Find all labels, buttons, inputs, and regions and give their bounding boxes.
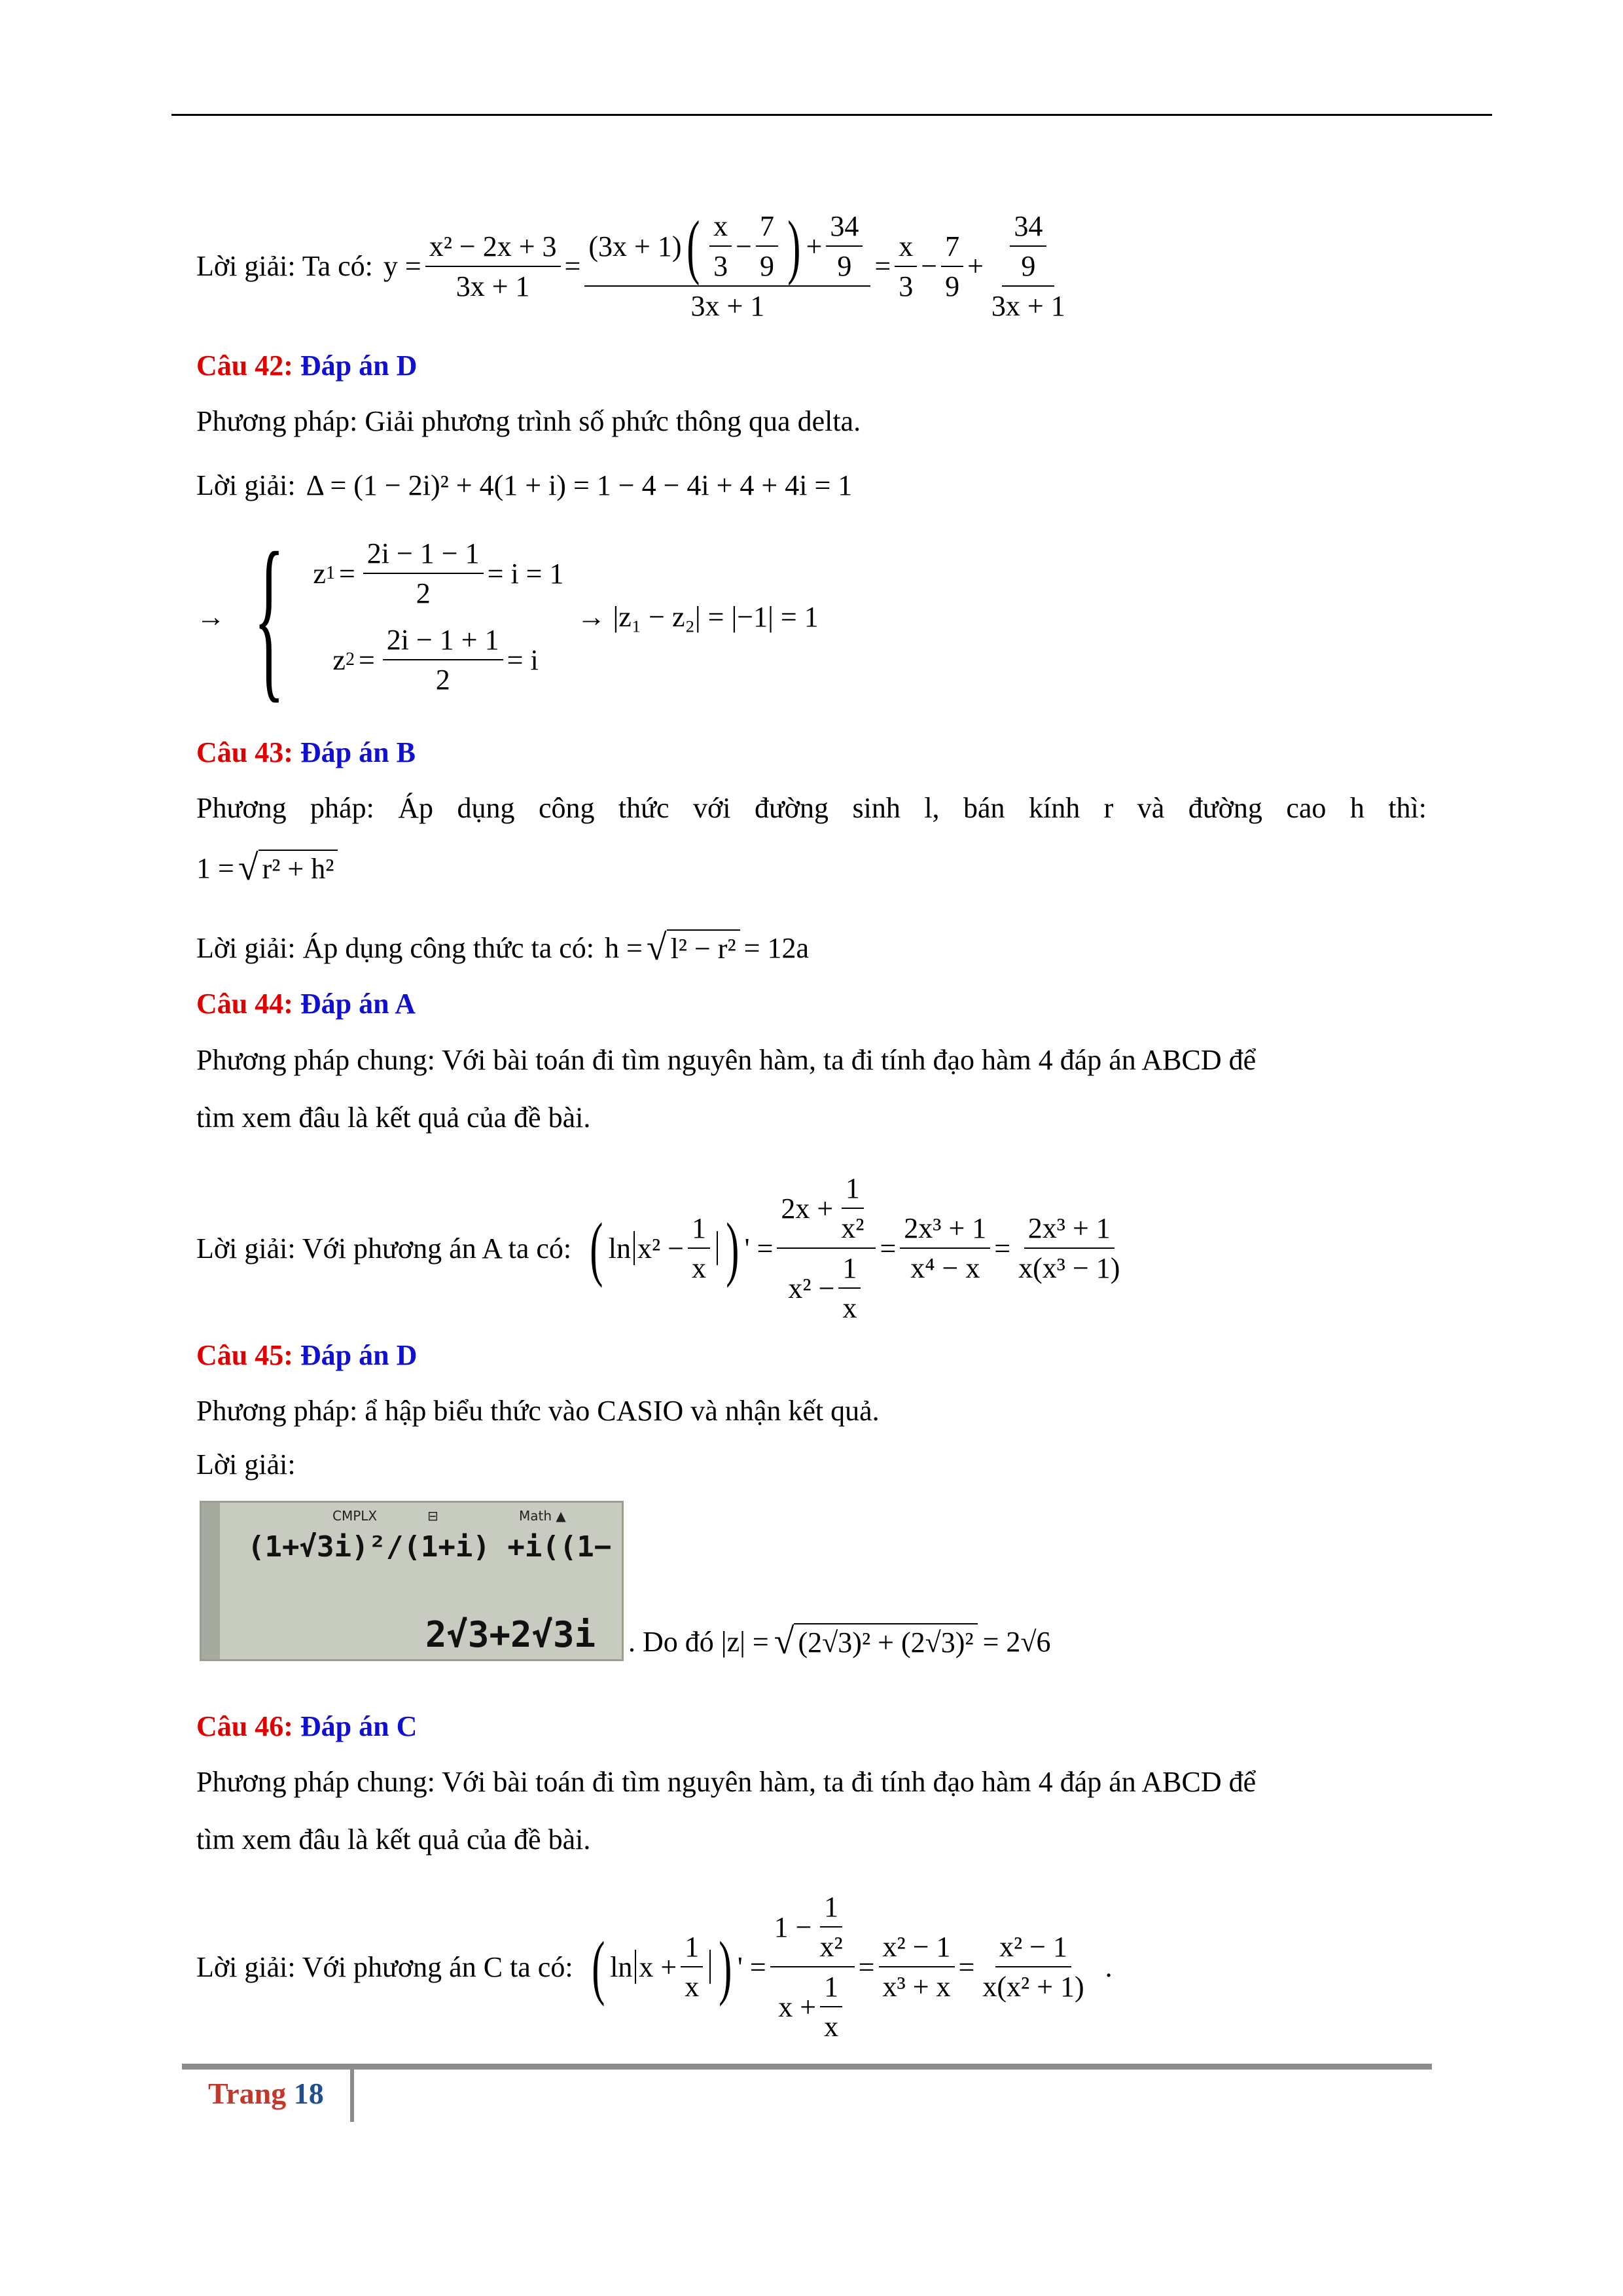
q45-method: Phương pháp: ẩ hập biểu thức vào CASIO và nhận kết quả. (196, 1395, 880, 1427)
q43-formula: 1 = √ r² + h² (196, 850, 338, 886)
q42-system: → { z 1 = $\frac{2i - 1 - 1}{2}$ = i = 1 z 2 = $\frac{2i - 1 + 1}{2}$ = i → |z₁ − z₂| = |−1| = 1 (196, 514, 819, 718)
delta-equation: Δ = (1 − 2i)² + 4(1 + i) = 1 − 4 − 4i + 4 + 4i = 1 (306, 469, 853, 501)
q42-method: Phương pháp: Giải phương trình số phức thông qua delta. (196, 405, 861, 437)
top-formula: Lời giải: Ta có: y = $\frac{\text{x² − 2x + 3}}{3x + 1}$ = (3x + 1) ( $\frac{x}{3}$ − $\frac{7}{9}$ ) + $\frac{34}{9}$ 3x + 1 = $\frac{x}{3}$ − $\frac{7}{9}$ + $\frac{\frac{34}{9}}{3x + 1}$ (196, 209, 1073, 323)
calc-status-math: Math ▲ (519, 1508, 566, 1524)
top-formula-label: Lời giải: Ta có: (196, 250, 373, 282)
q46-derivative: Lời giải: Với phương án C ta có: ( ln x + $\frac{1}{x}$ ) ' = 1 − $\frac{1}{\text{x²}}$ x + $\frac{1}{x}$ = $\frac{\text{x² − 1}}{\text{x³ + x}}$ = $\frac{\text{x² − 1}}{\text{x(x² + 1)}}$ . (196, 1891, 1113, 2043)
q46-method-line2: tìm xem đâu là kết quả của đề bài. (196, 1823, 591, 1856)
page-number: Trang 18 (208, 2077, 324, 2110)
q44-heading: Câu 44: Đáp án A (196, 988, 416, 1020)
fraction-1: $\frac{\text{x² − 2x + 3}}{3x + 1}$ (425, 230, 561, 303)
calc-status-icon: ⊟ (427, 1508, 438, 1524)
casio-screenshot (200, 1501, 624, 1661)
y-equals: y = (383, 250, 421, 282)
q46-method-line1: Phương pháp chung: Với bài toán đi tìm nguyên hàm, ta đi tính đạo hàm 4 đáp án ABCD để (196, 1766, 1257, 1798)
q45-heading: Câu 45: Đáp án D (196, 1339, 418, 1371)
z2-equation: z 2 = $\frac{2i - 1 + 1}{2}$ = i (332, 624, 539, 696)
q45-modulus: . Do đó |z| = √ (2√3)² + (2√3)² = 2√6 (628, 1621, 1051, 1662)
header-rule (171, 114, 1492, 116)
fraction-34-over: $\frac{\frac{34}{9}}{3x + 1}$ (991, 210, 1065, 322)
q43-method: Phương pháp: Áp dụng công thức với đường sinh l, bán kính r và đường cao h thì: (196, 792, 1427, 824)
q43-solution: Lời giải: Áp dụng công thức ta có: h = √ l² − r² = 12a (196, 927, 809, 968)
q43-heading: Câu 43: Đáp án B (196, 736, 416, 768)
calc-expression: (1+√3i)²/(1+i) +i((1− (247, 1530, 612, 1564)
z1-equation: z 1 = $\frac{2i - 1 - 1}{2}$ = i = 1 (313, 537, 564, 609)
fraction-2: (3x + 1) ( $\frac{x}{3}$ − $\frac{7}{9}$ ) + $\frac{34}{9}$ 3x + 1 (584, 209, 870, 323)
q44-derivative: Lời giải: Với phương án A ta có: ( ln x² − $\frac{1}{x}$ ) ' = 2x + $\frac{1}{\text{x²}}$ x² − $\frac{1}{x}$ = $\frac{\text{2x³ + 1}}{\text{x⁴ − x}}$ = $\frac{\text{2x³ + 1}}{\text{x(x³ − 1)}}$ (196, 1172, 1120, 1324)
q46-heading: Câu 46: Đáp án C (196, 1710, 418, 1742)
footer-rule (182, 2064, 1432, 2070)
system-brace: { (253, 514, 285, 718)
footer-divider (350, 2070, 354, 2122)
q44-method-line2: tìm xem đâu là kết quả của đề bài. (196, 1102, 591, 1134)
modulus-conclusion: → |z₁ − z₂| = |−1| = 1 (577, 600, 819, 633)
q45-solution-label: Lời giải: (196, 1448, 296, 1480)
q44-method-line1: Phương pháp chung: Với bài toán đi tìm nguyên hàm, ta đi tính đạo hàm 4 đáp án ABCD để (196, 1044, 1257, 1076)
q42-heading: Câu 42: Đáp án D (196, 350, 418, 382)
calc-status-cmplx: CMPLX (332, 1508, 378, 1524)
sqrt-formula: √ r² + h² (238, 850, 338, 886)
q42-solution: Lời giải: Δ = (1 − 2i)² + 4(1 + i) = 1 − 4 − 4i + 4 + 4i = 1 (196, 467, 852, 503)
calc-result: 2√3+2√3i (425, 1614, 596, 1655)
